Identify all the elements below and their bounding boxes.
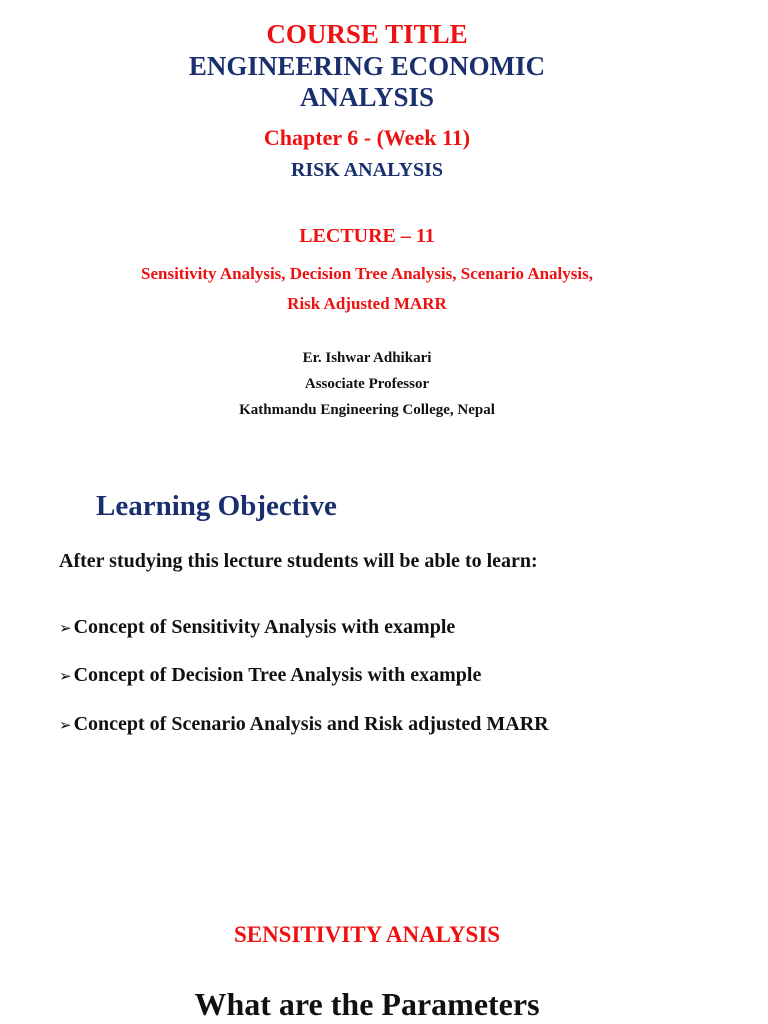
objective-item-label: Concept of Sensitivity Analysis with example (73, 616, 456, 638)
objective-intro: After studying this lecture students will be able to learn: (59, 550, 538, 572)
objective-heading: Learning Objective (96, 490, 337, 522)
chapter-label: Chapter 6 - (Week 11) (263, 125, 471, 150)
course-name-line1: ENGINEERING ECONOMIC (188, 51, 546, 81)
arrow-bullet-icon: ➢ (59, 716, 72, 734)
author-title: Associate Professor (304, 376, 430, 392)
author-institution: Kathmandu Engineering College, Nepal (239, 402, 495, 418)
arrow-bullet-icon: ➢ (59, 667, 72, 685)
author-name: Er. Ishwar Adhikari (302, 350, 432, 366)
objective-item-label: Concept of Scenario Analysis and Risk adjusted MARR (73, 713, 549, 735)
list-item (59, 614, 455, 641)
list-item (59, 662, 481, 689)
list-item (59, 711, 549, 738)
course-name-line2: ANALYSIS (299, 82, 435, 112)
section-heading: SENSITIVITY ANALYSIS (233, 922, 501, 947)
objective-item-label: Concept of Decision Tree Analysis with example (73, 664, 482, 686)
lecture-topics-line2: Risk Adjusted MARR (287, 294, 447, 313)
lecture-label: LECTURE – 11 (299, 225, 435, 247)
section-subheading: What are the Parameters (194, 986, 540, 1022)
chapter-topic: RISK ANALYSIS (290, 159, 444, 181)
course-title: COURSE TITLE (266, 19, 468, 49)
lecture-topics-line1: Sensitivity Analysis, Decision Tree Analysis, Scenario Analysis, (141, 264, 593, 283)
arrow-bullet-icon: ➢ (59, 619, 72, 637)
